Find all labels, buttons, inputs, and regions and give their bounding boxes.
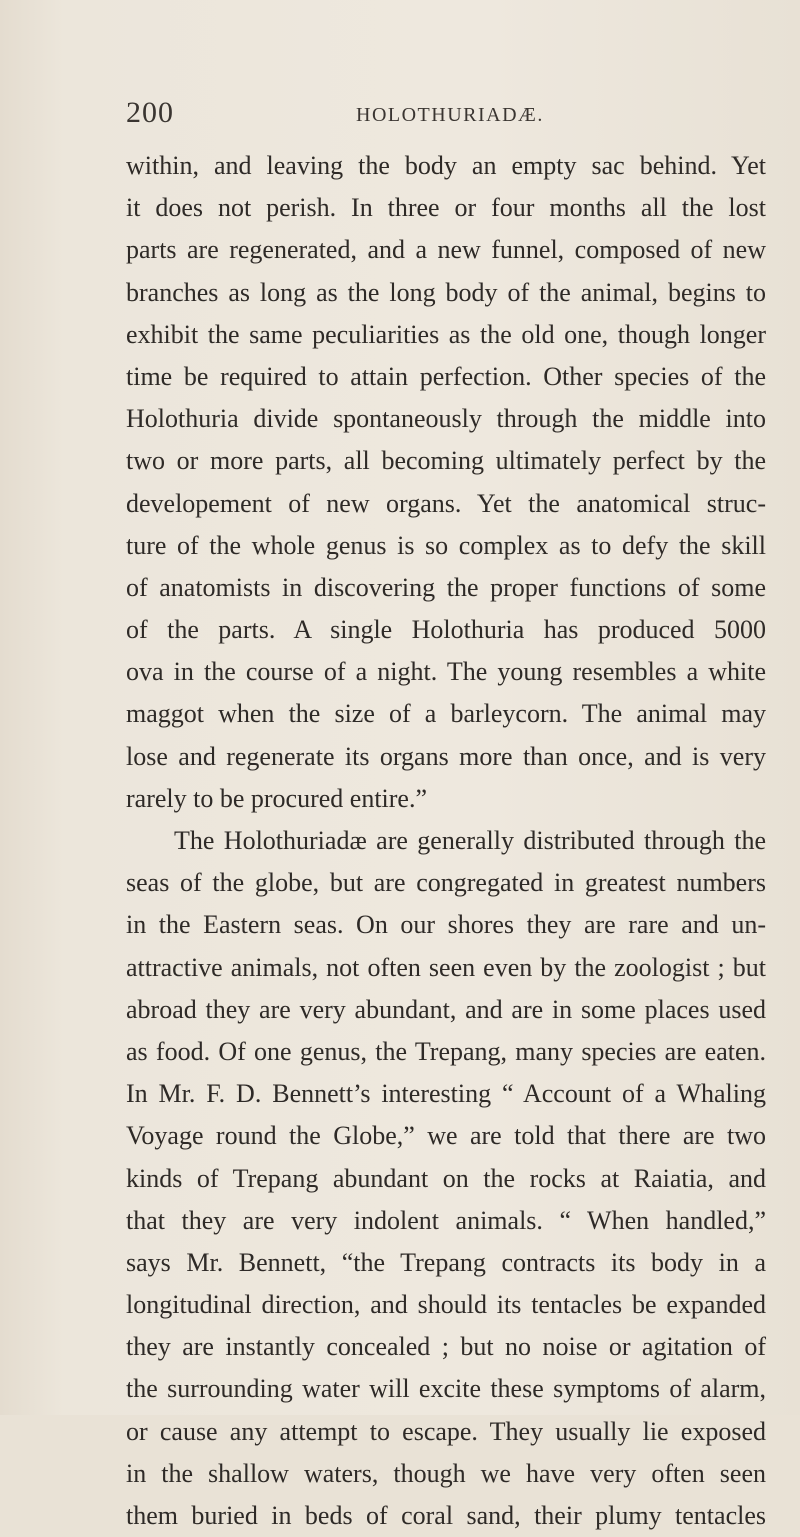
text-line: abroad they are very abundant, and are in some places used: [126, 994, 766, 1024]
text-line: it does not perish. In three or four months all the lost: [126, 193, 766, 223]
text-line: time be required to attain perfection. Other species of the: [126, 361, 766, 391]
text-line: developement of new organs. Yet the anatomical struc-: [126, 488, 766, 518]
text-line: two or more parts, all becoming ultimately perfect by the: [126, 446, 766, 476]
text-line: kinds of Trepang abundant on the rocks at Raiatia, and: [126, 1163, 766, 1193]
text-line: longitudinal direction, and should its tentacles be expanded: [126, 1290, 766, 1320]
text-line: In Mr. F. D. Bennett’s interesting “ Account of a Whaling: [126, 1079, 766, 1109]
text-line: maggot when the size of a barleycorn. The animal may: [126, 699, 766, 729]
text-line: lose and regenerate its organs more than once, and is very: [126, 741, 766, 771]
text-line: as food. Of one genus, the Trepang, many species are eaten.: [126, 1036, 766, 1066]
text-line: or cause any attempt to escape. They usually lie exposed: [126, 1416, 766, 1446]
text-line: they are instantly concealed ; but no noise or agitation of: [126, 1332, 766, 1362]
text-line: that they are very indolent animals. “ When handled,”: [126, 1205, 766, 1235]
text-line: attractive animals, not often seen even by the zoologist ; but: [126, 952, 766, 982]
body-text: [126, 145, 766, 1537]
text-line: in the Eastern seas. On our shores they are rare and un-: [126, 910, 766, 940]
page-number: 200: [126, 96, 174, 129]
text-line: branches as long as the long body of the animal, begins to: [126, 277, 766, 307]
text-line: parts are regenerated, and a new funnel, composed of new: [126, 235, 766, 265]
text-line: ture of the whole genus is so complex as to defy the skill: [126, 530, 766, 560]
running-title: HOLOTHURIADÆ.: [356, 104, 544, 126]
text-line: in the shallow waters, though we have very often seen: [126, 1458, 766, 1488]
text-line: ova in the course of a night. The young resembles a white: [126, 657, 766, 687]
page-header: [126, 96, 766, 136]
text-line: within, and leaving the body an empty sac behind. Yet: [126, 151, 766, 180]
text-line: of anatomists in discovering the proper functions of some: [126, 572, 766, 602]
text-line: says Mr. Bennett, “the Trepang contracts its body in a: [126, 1247, 766, 1277]
text-line: exhibit the same peculiarities as the old one, though longer: [126, 319, 766, 349]
text-line: rarely to be procured entire.”: [126, 783, 428, 813]
text-line: The Holothuriadæ are generally distributed through the: [174, 826, 766, 855]
text-line: Voyage round the Globe,” we are told that there are two: [126, 1121, 766, 1151]
text-line: Holothuria divide spontaneously through the middle into: [126, 404, 766, 434]
text-line: the surrounding water will excite these symptoms of alarm,: [126, 1374, 766, 1404]
text-line: them buried in beds of coral sand, their plumy tentacles: [126, 1501, 766, 1530]
text-line: of the parts. A single Holothuria has produced 5000: [126, 615, 766, 645]
text-line: seas of the globe, but are congregated in greatest numbers: [126, 868, 766, 898]
